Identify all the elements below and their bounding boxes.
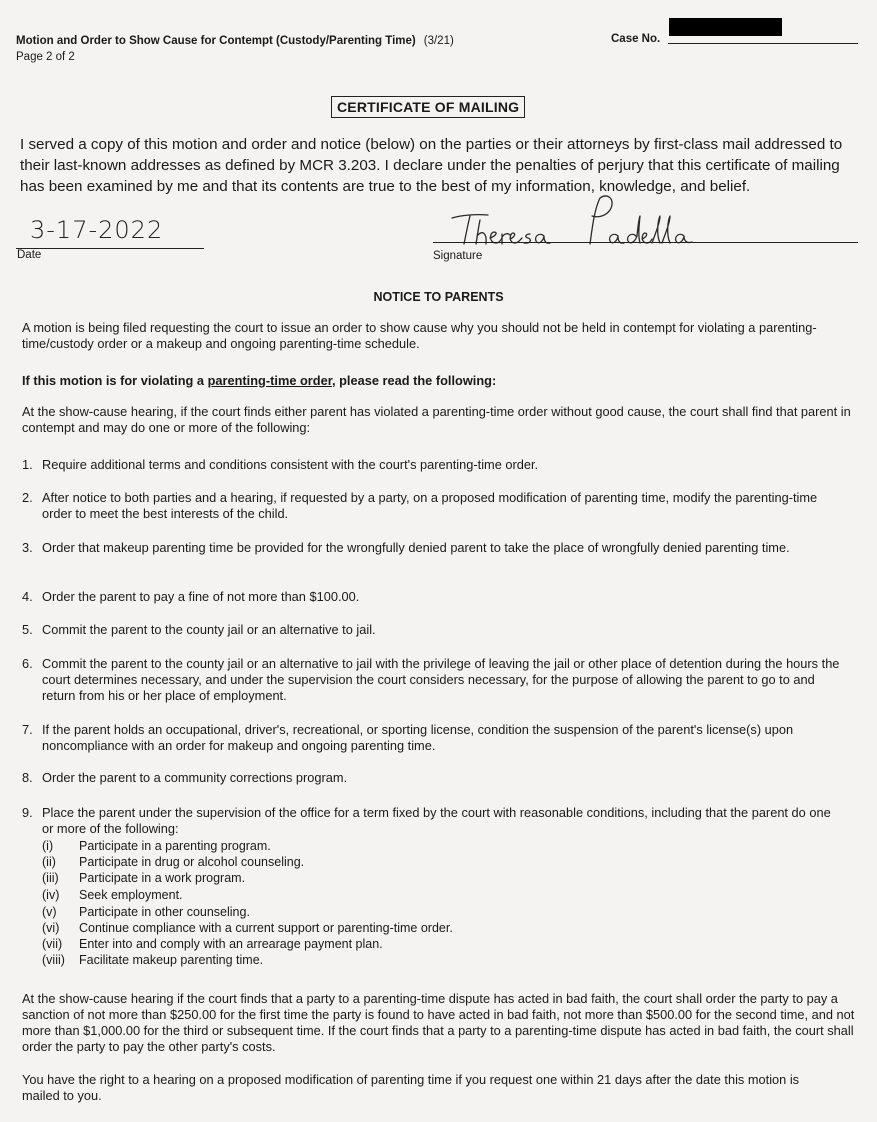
- sub-list-item: (vii) Enter into and comply with an arrearage payment plan.: [42, 937, 383, 951]
- parenting-time-order-term: parenting-time order: [207, 373, 332, 388]
- list-item: 6. Commit the parent to the county jail or an alternative to jail with the privilege of leaving the jail or other place of detention during the hours the court determines necessary, and under the supervision the court considers necessary, for the purpose of allowing the parent to go to and return from his or her place of employment.: [22, 656, 840, 703]
- date-value: 3-17-2022: [30, 216, 164, 244]
- sub-list-item: (iv) Seek employment.: [42, 888, 183, 902]
- list-item: 7. If the parent holds an occupational, driver's, recreational, or sporting license, condition the suspension of the parent's license(s) upon noncompliance with an order for makeup and ongoing parenting time.: [22, 722, 794, 753]
- signature-field[interactable]: [433, 242, 858, 243]
- hearing-intro: At the show-cause hearing, if the court finds either parent has violated a parenting-time order without good cause, the court shall find that parent in contempt and may do one or more of the following:: [22, 404, 851, 435]
- parenting-time-heading: If this motion is for violating a parenting-time order, please read the following:: [22, 373, 497, 388]
- sub-list-item: (vi) Continue compliance with a current support or parenting-time order.: [42, 921, 453, 935]
- case-number-field[interactable]: [668, 43, 858, 44]
- list-item: 8. Order the parent to a community corrections program.: [22, 770, 348, 785]
- redaction-bar: [669, 18, 782, 36]
- sub-list-item: (v) Participate in other counseling.: [42, 905, 250, 919]
- sub-list-item: (i) Participate in a parenting program.: [42, 839, 271, 853]
- list-item: 4. Order the parent to pay a fine of not more than $100.00.: [22, 589, 360, 604]
- form-title: Motion and Order to Show Cause for Contempt (Custody/Parenting Time) (3/21): [16, 35, 454, 47]
- sub-list-item: (iii) Participate in a work program.: [42, 871, 246, 885]
- sub-list-item: (viii) Facilitate makeup parenting time.: [42, 953, 264, 967]
- case-number-label: Case No.: [611, 33, 661, 45]
- list-item: 2. After notice to both parties and a hearing, if requested by a party, on a proposed modification of parenting time, modify the parenting-time order to meet the best interests of the child.: [22, 490, 818, 521]
- signature-label: Signature: [433, 250, 483, 262]
- date-field[interactable]: [16, 248, 204, 249]
- certificate-paragraph: I served a copy of this motion and order and notice (below) on the parties or their attorneys by first-class mail addressed to their last-known addresses as defined by MCR 3.203. I declare under the penalties of perjury that this certificate of mailing has been examined by me and that its contents are true to the best of my information, knowledge, and belief.: [20, 136, 843, 195]
- list-item: 3. Order that makeup parenting time be provided for the wrongfully denied parent to take the place of wrongfully denied parenting time.: [22, 540, 790, 555]
- list-item: 9. Place the parent under the supervision of the office for a term fixed by the court with reasonable conditions, including that the parent do one or more of the following:: [22, 805, 831, 836]
- signature-image: [440, 190, 700, 250]
- date-label: Date: [17, 249, 42, 261]
- bad-faith-paragraph: At the show-cause hearing if the court finds that a party to a parenting-time dispute has acted in bad faith, the court shall order the party to pay a sanction of not more than $250.00 for the first time the party is found to have acted in bad faith, not more than $500.00 for the second time, and not more than $1,000.00 for the third or subsequent time. If the court finds that a party to a parenting-time dispute has acted in bad faith, the court shall order the party to pay the other party's costs.: [22, 991, 855, 1054]
- list-item: 1. Require additional terms and conditions consistent with the court's parenting-time order.: [22, 457, 539, 472]
- right-to-hearing-paragraph: You have the right to a hearing on a proposed modification of parenting time if you request one within 21 days after the date this motion is mailed to you.: [22, 1072, 800, 1103]
- notice-intro: A motion is being filed requesting the court to issue an order to show cause why you should not be held in contempt for violating a parenting-time/custody order or a makeup and ongoing parenting-time schedule.: [22, 320, 817, 351]
- list-item: 5. Commit the parent to the county jail or an alternative to jail.: [22, 622, 376, 637]
- page-number: Page 2 of 2: [16, 51, 75, 63]
- sub-list-item: (ii) Participate in drug or alcohol counseling.: [42, 855, 305, 869]
- form-version: (3/21): [423, 35, 454, 47]
- notice-title: NOTICE TO PARENTS: [373, 290, 504, 304]
- certificate-title: CERTIFICATE OF MAILING: [331, 96, 525, 118]
